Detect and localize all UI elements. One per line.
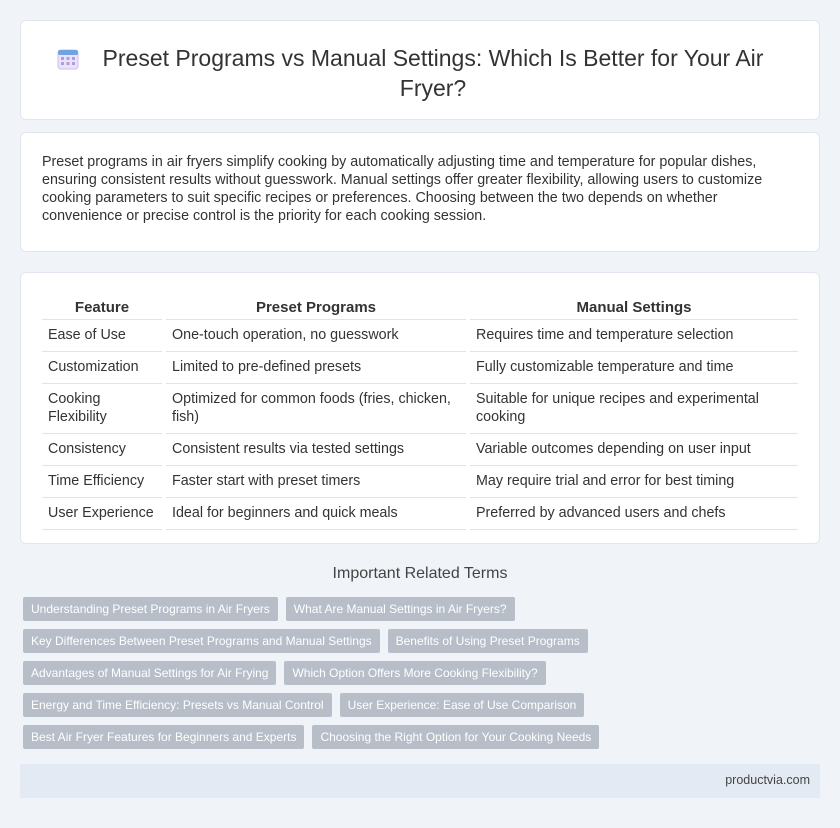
cell-feature: User Experience (42, 497, 164, 529)
intro-card (20, 132, 820, 252)
header-card (20, 20, 820, 120)
table-row (42, 351, 798, 383)
cell-preset: Optimized for common foods (fries, chicken, fish) (164, 383, 468, 433)
cell-manual: Suitable for unique recipes and experimental cooking (468, 383, 798, 433)
related-term-link[interactable]: Choosing the Right Option for Your Cooking Needs (312, 725, 599, 749)
comparison-table (42, 295, 798, 530)
related-term-link[interactable]: Understanding Preset Programs in Air Fryers (23, 597, 278, 621)
footer (20, 764, 820, 798)
related-term-link[interactable]: Energy and Time Efficiency: Presets vs Manual Control (23, 693, 332, 717)
related-term-link[interactable]: What Are Manual Settings in Air Fryers? (286, 597, 515, 621)
cell-feature: Time Efficiency (42, 465, 164, 497)
related-term-link[interactable]: Which Option Offers More Cooking Flexibility? (284, 661, 545, 685)
cell-preset: One-touch operation, no guesswork (164, 319, 468, 351)
comparison-card (20, 272, 820, 544)
cell-preset: Ideal for beginners and quick meals (164, 497, 468, 529)
related-terms-list (23, 597, 803, 757)
cell-feature: Customization (42, 351, 164, 383)
cell-manual: Fully customizable temperature and time (468, 351, 798, 383)
header-manual-settings: Manual Settings (468, 295, 798, 319)
related-term-link[interactable]: Advantages of Manual Settings for Air Frying (23, 661, 276, 685)
table-row (42, 383, 798, 433)
related-term-link[interactable]: User Experience: Ease of Use Comparison (340, 693, 585, 717)
table-row (42, 465, 798, 497)
cell-feature: Consistency (42, 433, 164, 465)
table-row (42, 433, 798, 465)
related-term-link[interactable]: Key Differences Between Preset Programs and Manual Settings (23, 629, 380, 653)
intro-text: Preset programs in air fryers simplify cooking by automatically adjusting time and temperature for popular dishes, ensuring consistent results without guesswork. Manual settings offer greater flexibility, allowing users to customize cooking parameters to suit specific recipes or preferences. Choosing between the two depends on whether convenience or precise control is the priority for each cooking session. (42, 154, 763, 224)
cell-manual: May require trial and error for best timing (468, 465, 798, 497)
header-feature: Feature (42, 295, 164, 319)
cell-feature: Ease of Use (42, 319, 164, 351)
footer-site-link[interactable]: productvia.com (725, 773, 810, 787)
cell-preset: Consistent results via tested settings (164, 433, 468, 465)
related-terms-heading: Important Related Terms (332, 565, 508, 582)
cell-manual: Preferred by advanced users and chefs (468, 497, 798, 529)
header-preset-programs: Preset Programs (164, 295, 468, 319)
table-row (42, 497, 798, 529)
cell-preset: Limited to pre-defined presets (164, 351, 468, 383)
cell-preset: Faster start with preset timers (164, 465, 468, 497)
table-row (42, 319, 798, 351)
table-header-row (42, 295, 798, 319)
cell-feature: Cooking Flexibility (42, 383, 164, 433)
page-title: Preset Programs vs Manual Settings: Which Is Better for Your Air Fryer? (102, 45, 764, 101)
related-term-link[interactable]: Best Air Fryer Features for Beginners and Experts (23, 725, 304, 749)
cell-manual: Variable outcomes depending on user input (468, 433, 798, 465)
cell-manual: Requires time and temperature selection (468, 319, 798, 351)
related-term-link[interactable]: Benefits of Using Preset Programs (388, 629, 588, 653)
